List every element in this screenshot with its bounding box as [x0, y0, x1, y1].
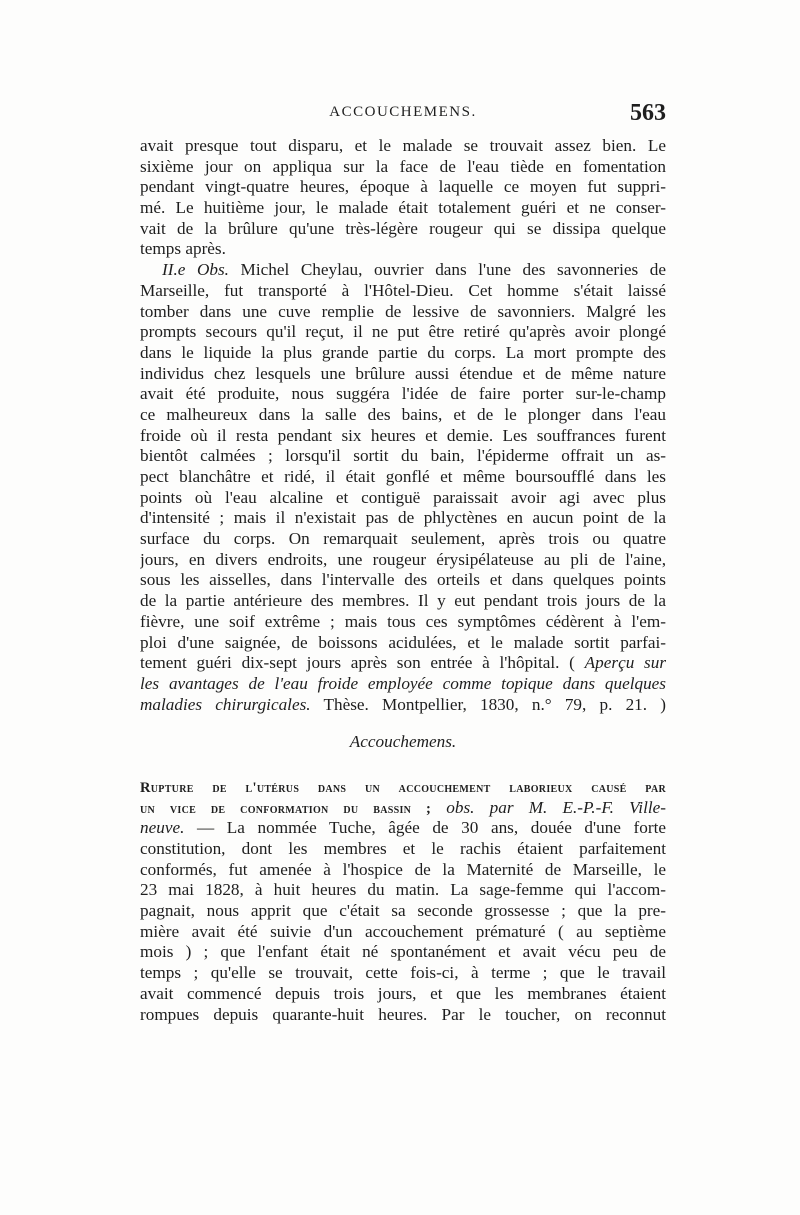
- text-line: ce malheureux dans la salle des bains, et de le plonger dans l'eau: [140, 404, 666, 424]
- article-first-line: [140, 818, 666, 839]
- text-line: avait presque tout disparu, et le malade se trouvait assez bien. Le: [140, 136, 666, 155]
- observation-text: Michel Cheylau, ouvrier dans l'une des savonneries de: [240, 260, 666, 280]
- running-header: [140, 100, 666, 134]
- text-line: prompts secours qu'il reçut, il ne put être retiré qu'après avoir plongé: [140, 322, 666, 342]
- text-line: pendant vingt-quatre heures, époque à laquelle ce moyen fut suppri-: [140, 177, 666, 197]
- text-line: avait commencé depuis trois jours, et que les membranes étaient: [140, 983, 666, 1003]
- reference-title: maladies chirurgicales.: [140, 694, 311, 714]
- article-text: — La nommée Tuche, âgée de 30 ans, douée d'une forte: [196, 818, 666, 838]
- text-line: jours, en divers endroits, une rougeur érysipélateuse au pli de l'aine,: [140, 549, 666, 569]
- observation-label: II.e Obs.: [162, 260, 229, 280]
- text-line: d'intensité ; mais il n'existait pas de phlyctènes en aucun point de la: [140, 508, 666, 528]
- text-line: surface du corps. On remarquait seulement, après trois ou quatre: [140, 529, 666, 549]
- text-line: pagnait, nous apprit que c'était sa seconde grossesse ; que la pre-: [140, 901, 666, 921]
- text-line: de la partie antérieure des membres. Il y eut pendant trois jours de la: [140, 591, 666, 611]
- text-line: bientôt calmées ; lorsqu'il sortit du bain, l'épiderme offrait un as-: [140, 446, 666, 466]
- reference-citation: Thèse. Montpellier, 1830, n.° 79, p. 21. ): [323, 694, 666, 714]
- article-author: obs. par M. E.-P.-F. Ville-: [446, 797, 666, 817]
- reference-end-line: [140, 695, 666, 716]
- article-author: neuve.: [140, 818, 185, 838]
- text-line: tomber dans une cuve remplie de lessive de savonniers. Malgré les: [140, 301, 666, 321]
- text-line: fièvre, une soif extrême ; mais tous ces symptômes cédèrent à l'em-: [140, 611, 666, 631]
- text-line: mois ) ; que l'enfant était né spontanément et avait vécu peu de: [140, 942, 666, 962]
- text-line: Marseille, fut transporté à l'Hôtel-Dieu. Cet homme s'était laissé: [140, 280, 666, 300]
- text-line: froide où il resta pendant six heures et demie. Les souffrances furent: [140, 425, 666, 445]
- running-title: ACCOUCHEMENS.: [329, 104, 477, 120]
- article-title: un vice de conformation du bassin ;: [140, 800, 432, 817]
- text-line: pect blanchâtre et ridé, il était gonflé et même boursoufflé dans les: [140, 467, 666, 486]
- text-line: sous les aisselles, dans l'intervalle des orteils et dans quelques points: [140, 570, 666, 590]
- reference-title-line: les avantages de l'eau froide employée comme topique dans quelques: [140, 673, 666, 693]
- section-heading: Accouchemens.: [349, 732, 457, 752]
- observation-2-first-line: [140, 260, 666, 281]
- text-line: conformés, fut amenée à l'hospice de la Maternité de Marseille, le: [140, 859, 666, 879]
- page-number: 563: [630, 100, 666, 126]
- article-title-line: [140, 777, 666, 798]
- text-line-with-reference: [140, 653, 666, 674]
- text-line: sixième jour on appliqua sur la face de l'eau tiède en fomentation: [140, 156, 666, 176]
- text-line: temps ; qu'elle se trouvait, cette fois-ci, à terme ; que le travail: [140, 963, 666, 983]
- text-line: ploi d'une saignée, de boissons acidulées, et le malade sortit parfai-: [140, 632, 666, 652]
- text-line: mière avait été suivie d'un accouchement prématuré ( au septième: [140, 921, 666, 941]
- text-line: 23 mai 1828, à huit heures du matin. La sage-femme qui l'accom-: [140, 880, 666, 900]
- text-line: temps après.: [140, 239, 226, 259]
- text-line: rompues depuis quarante-huit heures. Par le toucher, on reconnut: [140, 1004, 666, 1024]
- page-body: [140, 136, 666, 1025]
- text-line: avait été produite, nous suggéra l'idée de faire porter sur-le-champ: [140, 384, 666, 404]
- reference-intro: tement guéri dix-sept jours après son entrée à l'hôpital. (: [140, 653, 575, 673]
- text-line: mé. Le huitième jour, le malade était totalement guéri et ne conser-: [140, 198, 666, 218]
- text-line: vait de la brûlure qu'une très-légère rougeur qui se dissipa quelque: [140, 218, 666, 238]
- text-line: dans le liquide la plus grande partie du corps. La mort prompte des: [140, 342, 666, 362]
- reference-title: Aperçu sur: [584, 653, 666, 673]
- text-line: individus chez lesquels une brûlure aussi étendue et de même nature: [140, 363, 666, 383]
- article-title-line: [140, 798, 666, 819]
- text-line: points où l'eau alcaline et contiguë paraissait avoir agi avec plus: [140, 487, 666, 507]
- article-title: Rupture de l'utérus dans un accouchement laborieux causé par: [140, 779, 666, 796]
- text-line: constitution, dont les membres et le rachis étaient parfaitement: [140, 839, 666, 858]
